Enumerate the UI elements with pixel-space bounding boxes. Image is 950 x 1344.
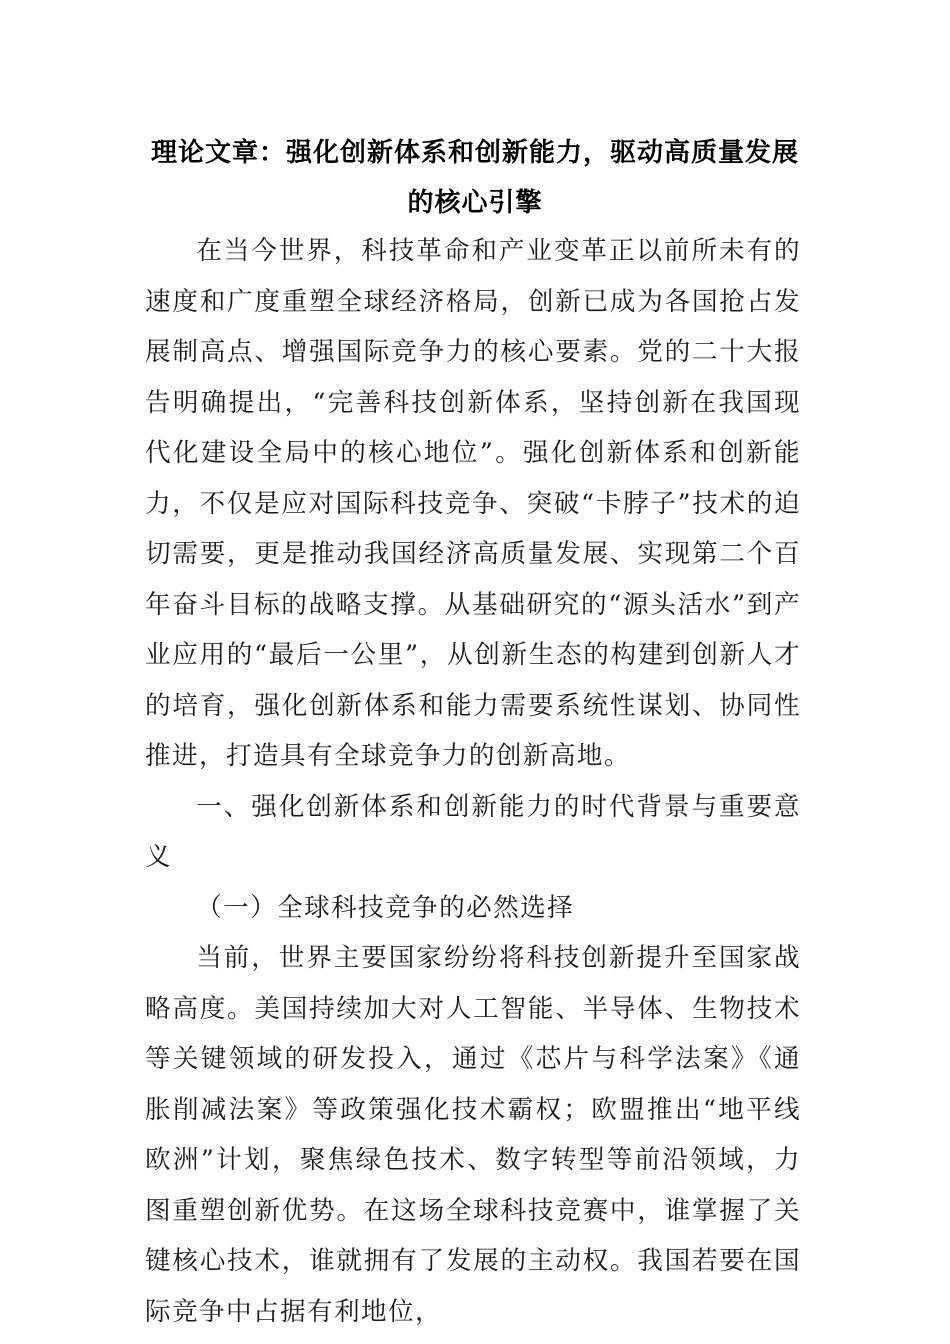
body-paragraph: 当前，世界主要国家纷纷将科技创新提升至国家战略高度。美国持续加大对人工智能、半导体、生物技术等关键领域的研发投入，通过《芯片与科学法案》《通胀削减法案》等政策强化技术霸权；欧盟推出“地平线欧洲”计划，聚焦绿色技术、数字转型等前沿领域，力图重塑创新优势。在这场全球科技竞赛中，谁掌握了关键核心技术，谁就拥有了发展的主动权。我国若要在国际竞争中占据有利地位， (145, 943, 801, 1327)
intro-paragraph: 在当今世界，科技革命和产业变革正以前所未有的速度和广度重塑全球经济格局，创新已成为各国抢占发展制高点、增强国际竞争力的核心要素。党的二十大报告明确提出，“完善科技创新体系，坚持创新在我国现代化建设全局中的核心地位”。强化创新体系和创新能力，不仅是应对国际科技竞争、突破“卡脖子”技术的迫切需要，更是推动我国经济高质量发展、实现第二个百年奋斗目标的战略支撑。从基础研究的“源头活水”到产业应用的“最后一公里”，从创新生态的构建到创新人才的培育，强化创新体系和能力需要系统性谋划、协同性推进，打造具有全球竞争力的创新高地。 (145, 236, 801, 771)
section-heading: 一、强化创新体系和创新能力的时代背景与重要意义 (145, 791, 801, 872)
article-body (145, 226, 801, 1337)
article-title: 理论文章：强化创新体系和创新能力，驱动高质量发展的核心引擎 (150, 138, 799, 218)
subsection-heading: （一）全球科技竞争的必然选择 (196, 892, 575, 923)
